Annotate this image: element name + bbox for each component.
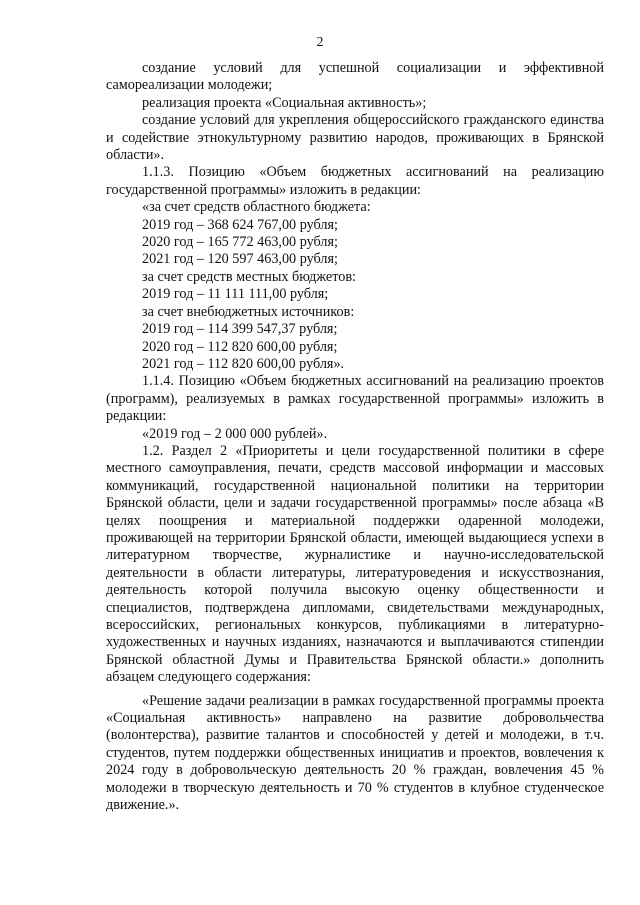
budget-line: «2019 год – 2 000 000 рублей». [142,425,328,442]
budget-line: 2020 год – 165 772 463,00 рубля; [142,234,338,251]
budget-line: «за счет средств областного бюджета: [142,199,371,216]
budget-line: 2019 год – 11 111 111,00 рубля; [142,286,329,303]
budget-line: 2019 год – 114 399 547,37 рубля; [142,321,338,338]
budget-line: 2019 год – 368 624 767,00 рубля; [142,216,338,233]
paragraph: реализация проекта «Социальная активность»; [142,94,427,111]
paragraph: создание условий для укрепления общероссийского гражданского единства и содействие этнокультурному развитию народов, проживающих в Брянской области». [106,112,604,164]
budget-line: за счет средств местных бюджетов: [142,268,356,285]
paragraph: 1.1.3. Позицию «Объем бюджетных ассигнований на реализацию государственной программы» изложить в редакции: [106,164,604,198]
budget-line: за счет внебюджетных источников: [142,303,355,320]
document-body [106,60,604,814]
budget-line: 2021 год – 120 597 463,00 рубля; [142,251,338,268]
budget-line: 2021 год – 112 820 600,00 рубля». [142,355,345,372]
paragraph: 1.2. Раздел 2 «Приоритеты и цели государственной политики в сфере местного самоуправления, печати, средств массовой информации и массовых коммуникаций, государственной национальной политики на территории Брянской области, цели и задачи государственной программы» после абзаца «В целях поощрения и материальной поддержки одаренной молодежи, проживающей на территории Брянской области, имеющей выдающиеся успехи в литературном творчестве, журналистике и научно-исследовательской деятельности в области литературы, литературоведения и искусствознания, деятельность которой получила высокую оценку общественности и специалистов, подтверждена дипломами, свидетельствами международных, всероссийских, региональных конкурсов, публикациями в литературно-художественных и научных изданиях, назначаются и выплачиваются стипендии Брянской областной Думы и Правительства Брянской области.» дополнить абзацем следующего содержания: [106,442,604,686]
paragraph: 1.1.4. Позицию «Объем бюджетных ассигнований на реализацию проектов (программ), реализуемых в рамках государственной программы» изложить в редакции: [106,373,604,425]
paragraph: создание условий для успешной социализации и эффективной самореализации молодежи; [106,60,604,94]
budget-line: 2020 год – 112 820 600,00 рубля; [142,338,338,355]
page-number: 2 [316,35,324,50]
quoted-paragraph: «Решение задачи реализации в рамках государственной программы проекта «Социальная активность» направлено на развитие добровольчества (волонтерства), развитие талантов и способностей у детей и молодежи, в т.ч. студентов, путем поддержки общественных инициатив и проектов, вовлечения к 2024 году в добровольческую деятельность 20 % граждан, вовлечения 45 % молодежи в творческую деятельность и 70 % студентов в клубное студенческое движение.». [106,692,604,814]
